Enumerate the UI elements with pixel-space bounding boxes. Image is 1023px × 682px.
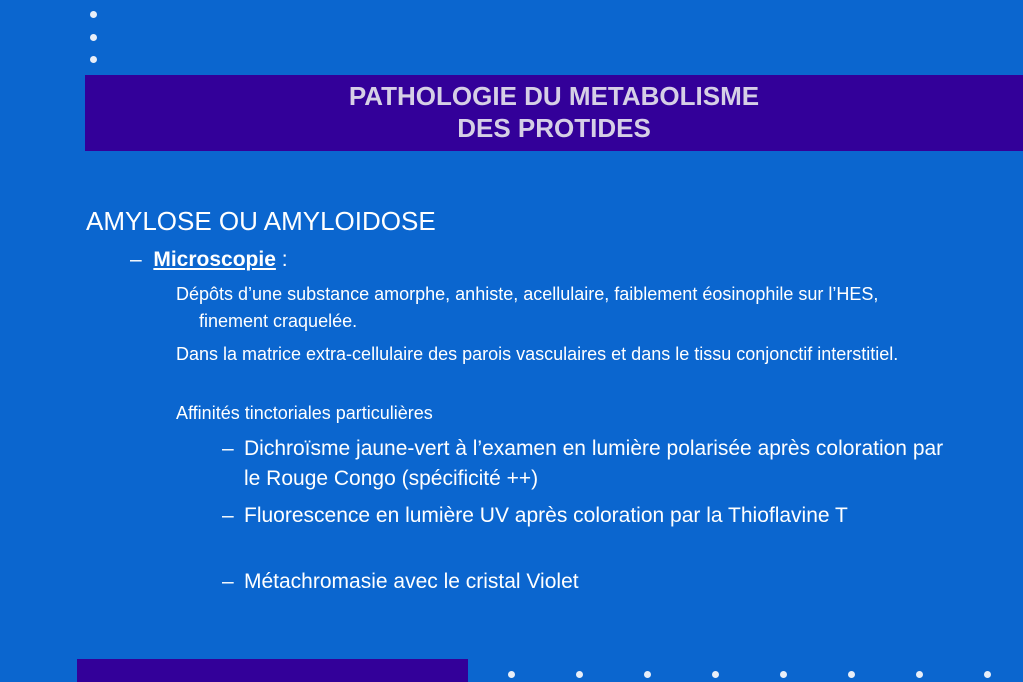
- decorative-dot: [576, 671, 583, 678]
- decorative-dot: [916, 671, 923, 678]
- slide-title-line-2: DES PROTIDES: [457, 113, 651, 143]
- slide-title-line-1: PATHOLOGIE DU METABOLISME: [348, 81, 760, 111]
- title-bar: [85, 75, 1023, 151]
- bullet-item-fluorescence: [222, 501, 962, 531]
- bullet-text: Métachromasie avec le cristal Violet: [244, 570, 579, 593]
- bottom-bar: [77, 659, 468, 682]
- subheading-suffix: :: [275, 248, 288, 271]
- bullet-dash: –: [222, 504, 234, 527]
- paragraph-deposits: Dépôts d’une substance amorphe, anhiste, acellulaire, faiblement éosinophile sur l’HES, finement craquelée.: [176, 284, 879, 331]
- decorative-dot: [644, 671, 651, 678]
- paragraph-affinities: Affinités tinctoriales particulières: [176, 403, 433, 423]
- subheading: [130, 247, 288, 273]
- bullet-item-dichroism: [222, 434, 962, 494]
- bullet-dash: –: [222, 437, 234, 460]
- decorative-dot: [90, 34, 97, 41]
- decorative-dot: [712, 671, 719, 678]
- section-heading: AMYLOSE OU AMYLOIDOSE: [86, 206, 436, 236]
- bullet-text: Fluorescence en lumière UV après coloration par la Thioflavine T: [244, 504, 848, 527]
- decorative-dot: [780, 671, 787, 678]
- bullet-item-metachromasia: [222, 567, 962, 597]
- microscopie-link[interactable]: Microscopie: [153, 248, 276, 271]
- decorative-dot: [848, 671, 855, 678]
- paragraph-matrix: Dans la matrice extra-cellulaire des parois vasculaires et dans le tissu conjonctif interstitiel.: [176, 344, 899, 364]
- slide-title: [85, 80, 1023, 144]
- decorative-dot: [508, 671, 515, 678]
- decorative-dot: [90, 56, 97, 63]
- bullet-dash: –: [222, 570, 234, 593]
- decorative-dot: [984, 671, 991, 678]
- decorative-dot: [90, 11, 97, 18]
- bullet-text: Dichroïsme jaune-vert à l’examen en lumière polarisée après coloration par le Rouge Congo (spécificité ++): [244, 437, 944, 490]
- subheading-dash: –: [130, 248, 142, 271]
